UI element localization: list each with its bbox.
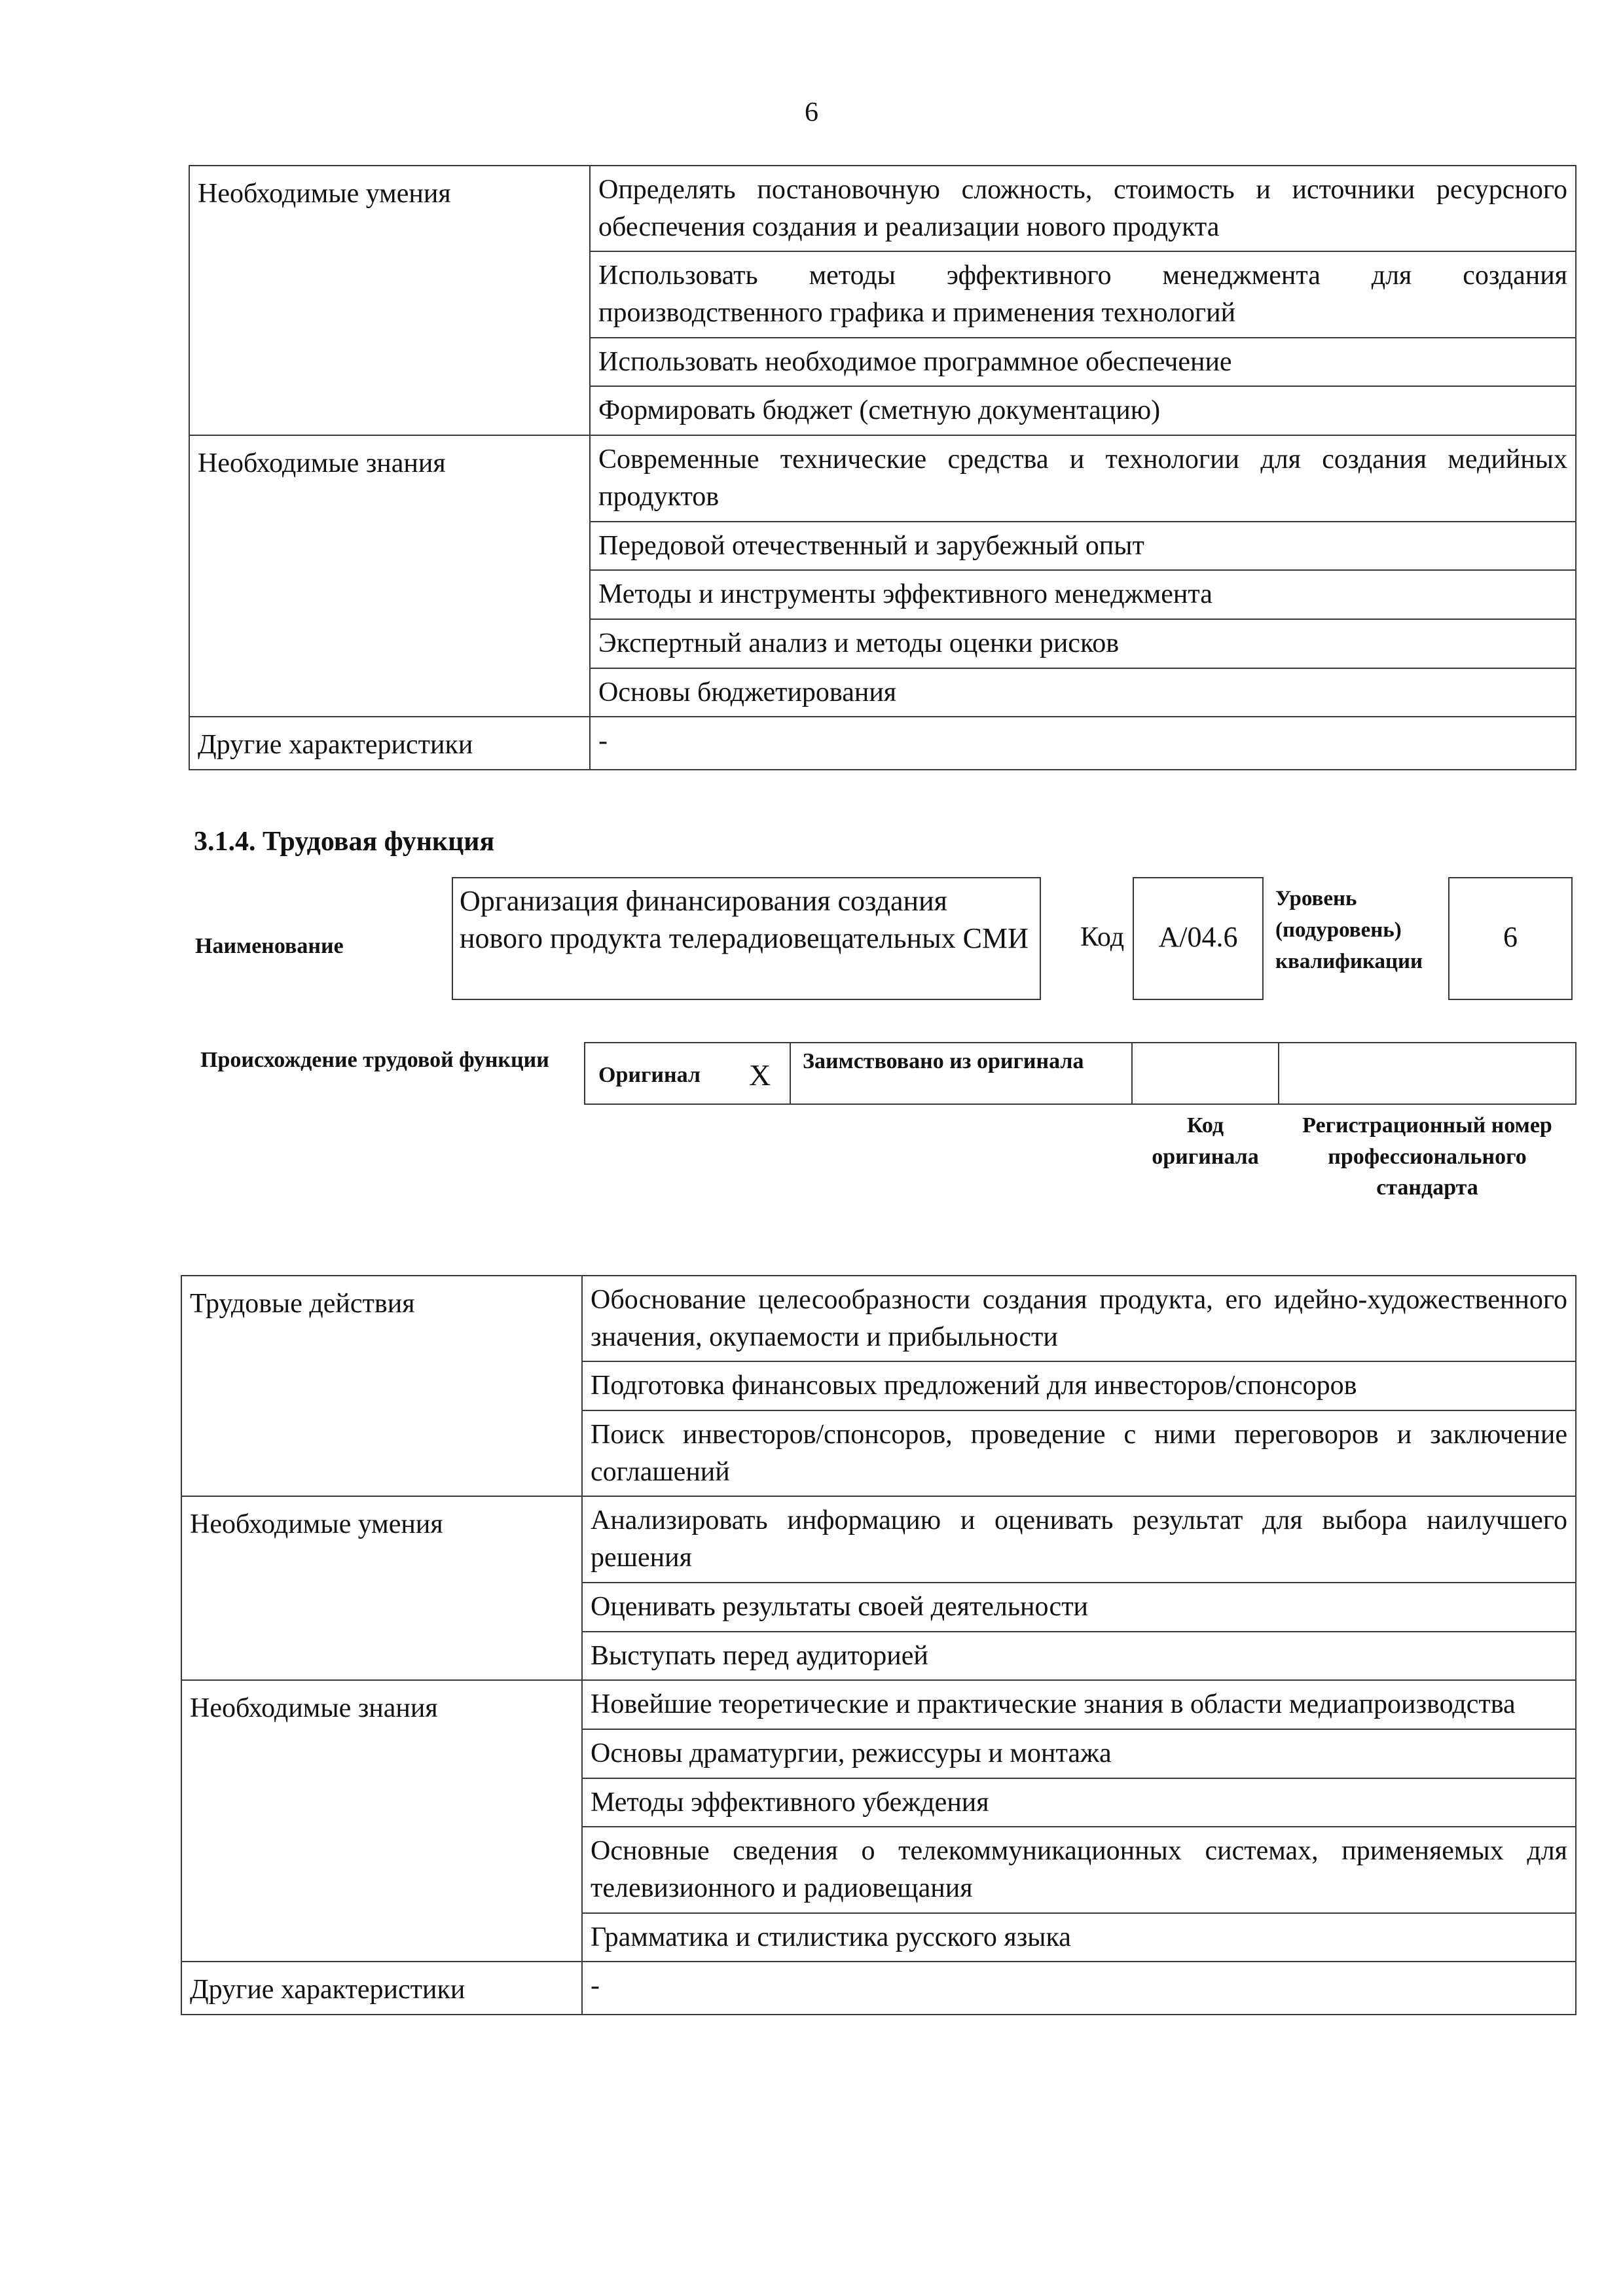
list-item: Обоснование целесообразности создания продукта, его идейно-художественного значения, окупаемости и прибыльности bbox=[582, 1276, 1576, 1361]
original-code-cell bbox=[1131, 1042, 1279, 1105]
code-box bbox=[1133, 877, 1264, 1000]
section-title: 3.1.4. Трудовая функция bbox=[194, 827, 495, 857]
table-row bbox=[181, 1680, 1576, 1729]
list-item: Экспертный анализ и методы оценки рисков bbox=[590, 619, 1576, 668]
name-value: Организация финансирования создания нового продукта телерадиовещательных СМИ bbox=[460, 885, 1029, 955]
list-item: Методы и инструменты эффективного менеджмента bbox=[590, 570, 1576, 619]
level-box bbox=[1448, 877, 1573, 1000]
list-item: - bbox=[590, 717, 1576, 770]
original-cell bbox=[584, 1042, 791, 1105]
code-value: A/04.6 bbox=[1158, 921, 1238, 953]
list-item: Подготовка финансовых предложений для инвесторов/спонсоров bbox=[582, 1361, 1576, 1410]
original-mark: X bbox=[749, 1058, 771, 1092]
name-box bbox=[452, 877, 1041, 1000]
code-label: Код bbox=[1080, 922, 1125, 952]
table-row bbox=[189, 435, 1576, 521]
row-header: Другие характеристики bbox=[181, 1962, 582, 2015]
table-row bbox=[181, 1496, 1576, 1582]
table-row bbox=[181, 1962, 1576, 2015]
list-item: Выступать перед аудиторией bbox=[582, 1632, 1576, 1681]
list-item: Определять постановочную сложность, стоимость и источники ресурсного обеспечения создания и реализации нового продукта bbox=[590, 166, 1576, 251]
page-number: 6 bbox=[805, 98, 818, 128]
registration-number-cell bbox=[1278, 1042, 1577, 1105]
original-label: Оригинал bbox=[598, 1063, 701, 1087]
list-item: Формировать бюджет (сметную документацию) bbox=[590, 386, 1576, 435]
list-item: Методы эффективного убеждения bbox=[582, 1778, 1576, 1827]
list-item: Современные технические средства и технологии для создания медийных продуктов bbox=[590, 435, 1576, 521]
list-item: Использовать методы эффективного менеджмента для создания производственного графика и применения технологий bbox=[590, 251, 1576, 337]
row-header: Необходимые знания bbox=[189, 435, 590, 717]
level-value: 6 bbox=[1503, 921, 1518, 953]
origin-label: Происхождение трудовой функции bbox=[200, 1048, 549, 1072]
level-label: Уровень (подуровень) квалификации bbox=[1275, 887, 1423, 973]
table-row bbox=[181, 1276, 1576, 1361]
list-item: Основы драматургии, режиссуры и монтажа bbox=[582, 1729, 1576, 1778]
list-item: Основы бюджетирования bbox=[590, 668, 1576, 717]
list-item: Новейшие теоретические и практические знания в области медиапроизводства bbox=[582, 1680, 1576, 1729]
list-item: Использовать необходимое программное обеспечение bbox=[590, 338, 1576, 387]
requirements-table-top bbox=[189, 165, 1577, 770]
name-label: Наименование bbox=[195, 934, 344, 958]
row-header: Необходимые умения bbox=[189, 166, 590, 435]
table-row bbox=[189, 166, 1576, 251]
list-item: Оценивать результаты своей деятельности bbox=[582, 1583, 1576, 1632]
registration-number-caption: Регистрационный номер профессионального стандарта bbox=[1302, 1113, 1552, 1200]
row-header: Другие характеристики bbox=[189, 717, 590, 770]
borrowed-cell bbox=[790, 1042, 1133, 1105]
requirements-table-bottom bbox=[181, 1275, 1577, 2015]
list-item: Грамматика и стилистика русского языка bbox=[582, 1913, 1576, 1962]
row-header: Трудовые действия bbox=[181, 1276, 582, 1496]
list-item: - bbox=[582, 1962, 1576, 2015]
row-header: Необходимые умения bbox=[181, 1496, 582, 1680]
list-item: Передовой отечественный и зарубежный опыт bbox=[590, 522, 1576, 571]
list-item: Основные сведения о телекоммуникационных системах, применяемых для телевизионного и радиовещания bbox=[582, 1827, 1576, 1912]
table-row bbox=[189, 717, 1576, 770]
original-code-caption: Код оригинала bbox=[1152, 1113, 1259, 1169]
row-header: Необходимые знания bbox=[181, 1680, 582, 1962]
list-item: Поиск инвесторов/спонсоров, проведение с ними переговоров и заключение соглашений bbox=[582, 1410, 1576, 1496]
list-item: Анализировать информацию и оценивать результат для выбора наилучшего решения bbox=[582, 1496, 1576, 1582]
borrowed-label: Заимствовано из оригинала bbox=[803, 1049, 1084, 1073]
